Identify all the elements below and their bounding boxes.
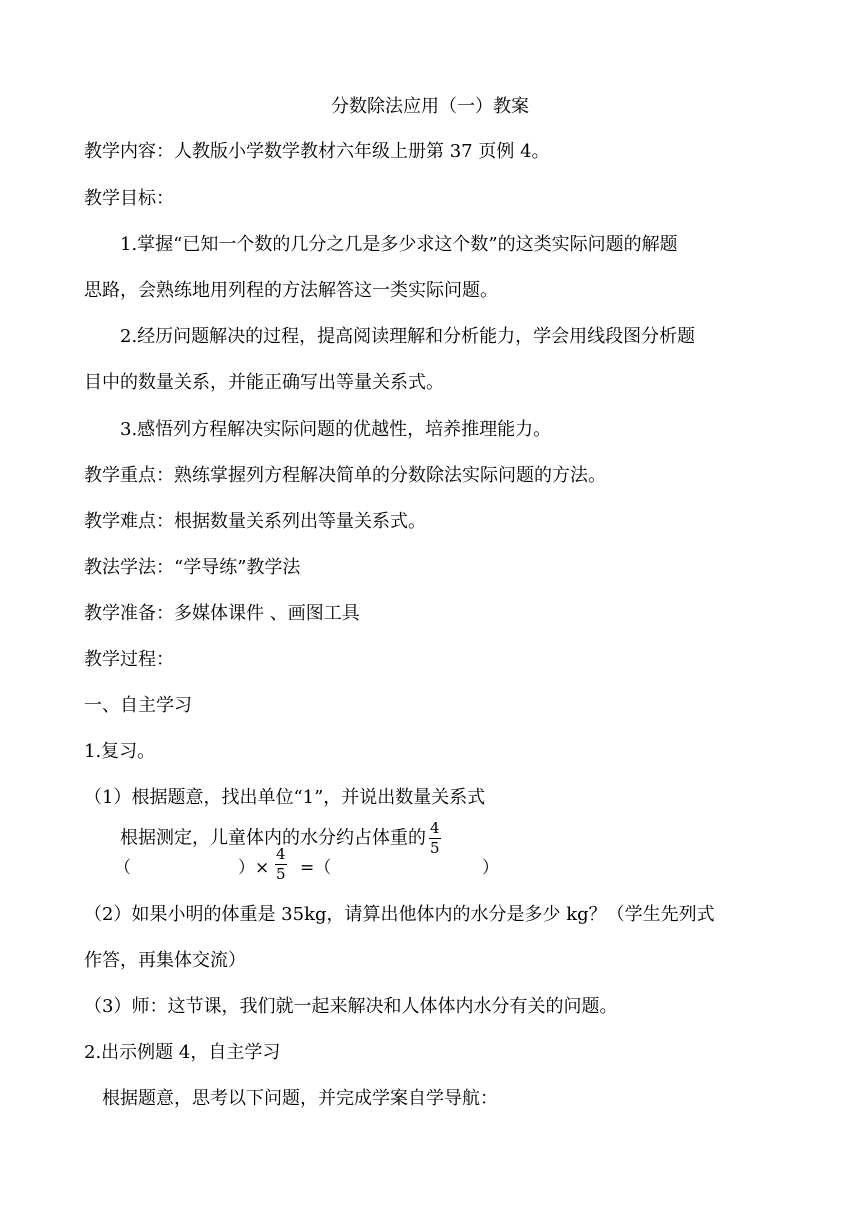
teaching-method: 教法学法：“学导练”教学法 bbox=[84, 557, 301, 578]
goal-3: 3.感悟列方程解决实际问题的优越性，培养推理能力。 bbox=[120, 419, 552, 440]
equation-fraction-denominator: 5 bbox=[276, 865, 286, 883]
example-heading: 2.出示例题 4，自主学习 bbox=[84, 1042, 281, 1063]
goal-1-line-2: 思路，会熟练地用列程的方法解答这一类实际问题。 bbox=[84, 280, 498, 301]
fraction bbox=[428, 820, 442, 857]
key-point: 教学重点：熟练掌握列方程解决简单的分数除法实际问题的方法。 bbox=[84, 465, 606, 486]
example-text: 根据题意，思考以下问题，并完成学案自学导航： bbox=[102, 1088, 498, 1109]
equation-equals: =（ bbox=[300, 858, 332, 878]
equation-fraction bbox=[274, 846, 288, 883]
fraction-denominator: 5 bbox=[430, 839, 440, 857]
goals-heading: 教学目标： bbox=[84, 188, 174, 209]
equation-right-paren-times bbox=[238, 856, 269, 880]
equation-result-close-paren: ） bbox=[482, 858, 499, 878]
section-1-heading: 一、自主学习 bbox=[84, 695, 192, 716]
equation-close-paren: ） bbox=[238, 858, 255, 878]
process-heading: 教学过程： bbox=[84, 649, 174, 670]
goal-2-line-1: 2.经历问题解决的过程，提高阅读理解和分析能力，学会用线段图分析题 bbox=[120, 326, 696, 347]
question-2-line-2: 作答，再集体交流） bbox=[84, 950, 246, 971]
document-title: 分数除法应用（一）教案 bbox=[331, 96, 529, 117]
review-heading: 1.复习。 bbox=[84, 741, 156, 762]
question-1-sentence: 根据测定，儿童体内的水分约占体重的 bbox=[120, 827, 426, 849]
goal-2-line-2: 目中的数量关系，并能正确写出等量关系式。 bbox=[84, 372, 444, 393]
equation-left-paren: （ bbox=[114, 858, 131, 878]
goal-1-line-1: 1.掌握“已知一个数的几分之几是多少求这个数”的这类实际问题的解题 bbox=[120, 234, 678, 255]
teaching-content: 教学内容：人教版小学数学教材六年级上册第 37 页例 4。 bbox=[84, 141, 550, 162]
fraction-numerator: 4 bbox=[430, 819, 440, 837]
difficulty: 教学难点：根据数量关系列出等量关系式。 bbox=[84, 511, 426, 532]
question-3: （3）师：这节课，我们就一起来解决和人体体内水分有关的问题。 bbox=[84, 996, 618, 1017]
equation-fraction-numerator: 4 bbox=[276, 845, 286, 863]
equation-times: × bbox=[255, 858, 270, 878]
question-2-line-1: （2）如果小明的体重是 35kg，请算出他体内的水分是多少 kg？（学生先列式 bbox=[84, 904, 715, 925]
teaching-prep: 教学准备：多媒体课件 、画图工具 bbox=[84, 603, 360, 624]
question-1: （1）根据题意，找出单位“1”，并说出数量关系式 bbox=[84, 787, 486, 808]
